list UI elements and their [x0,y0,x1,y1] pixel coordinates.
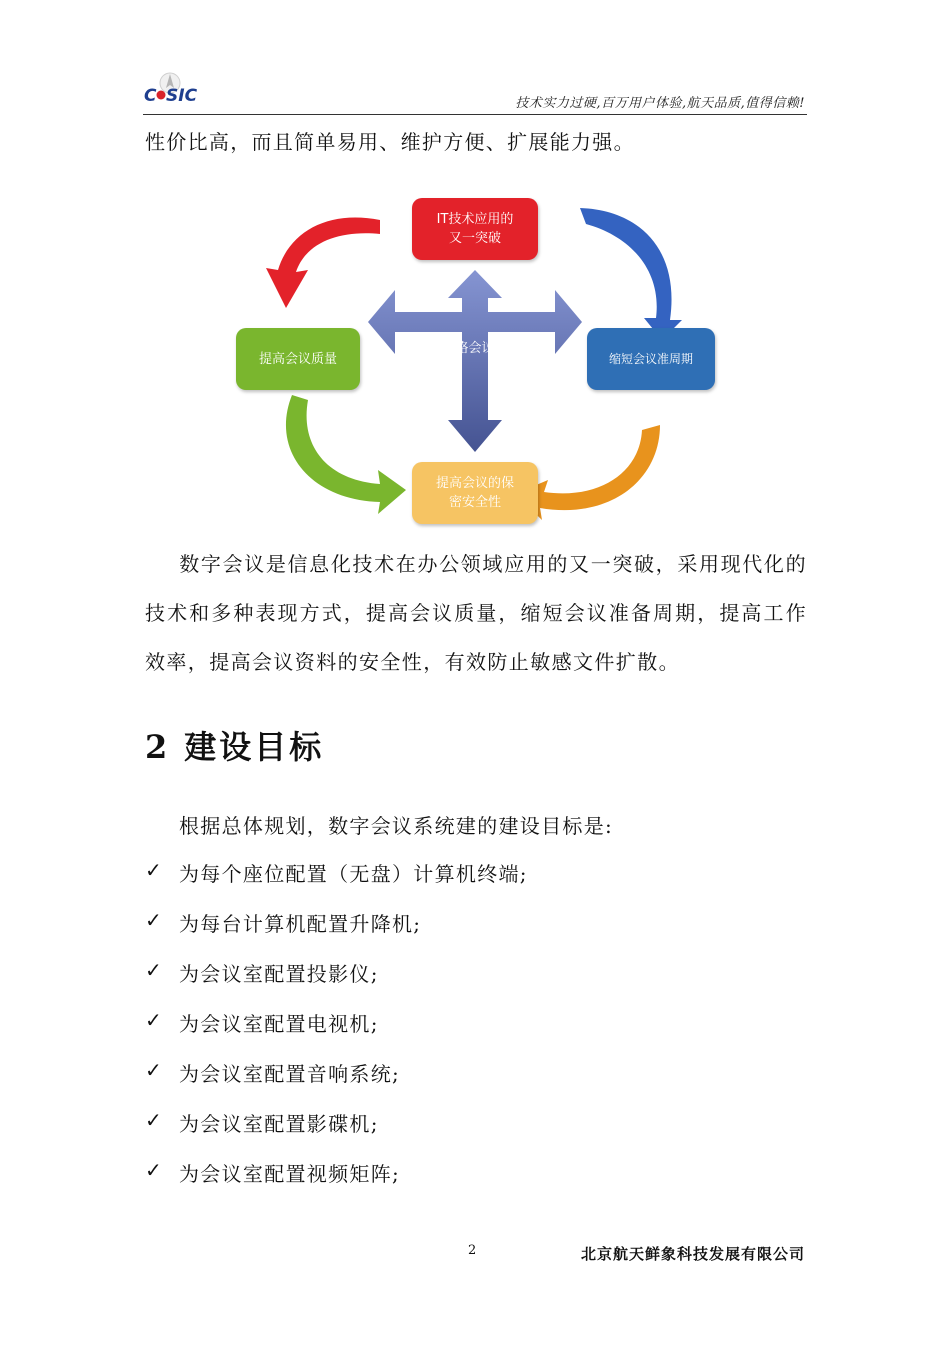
section-heading [145,722,324,768]
node-left-label: 提高会议质量 [258,351,337,367]
goal-text: 为会议室配置视频矩阵; [179,1162,401,1186]
list-item [145,1158,528,1208]
node-right-shorten-cycle [587,328,715,390]
node-bottom-line1: 提高会议的保 [435,476,514,491]
header-slogan: 技术实力过硬,百万用户体验,航天品质,值得信赖! [515,96,805,111]
node-right-label: 缩短会议准周期 [608,351,693,366]
checkmark-icon: ✓ [145,958,164,982]
list-item [145,1008,528,1058]
checkmark-icon: ✓ [145,1108,164,1132]
checkmark-icon: ✓ [145,858,164,882]
intro-line: 性价比高，而且简单易用、维护方便、扩展能力强。 [145,130,635,154]
checkmark-icon: ✓ [145,1158,164,1182]
goal-text: 为会议室配置音响系统; [179,1062,401,1086]
casic-logo [143,68,213,108]
list-item [145,1058,528,1108]
node-center-label: 网络会议室 [442,340,508,356]
goal-text: 为每个座位配置（无盘）计算机终端; [179,862,528,886]
green-curved-arrow [286,395,406,514]
list-item [145,958,528,1008]
node-top-it-breakthrough [412,198,538,260]
header-divider [143,114,807,115]
checkmark-icon: ✓ [145,1008,164,1032]
blue-curved-arrow [580,208,682,340]
checkmark-icon: ✓ [145,908,164,932]
body-paragraph [145,540,807,687]
node-top-line1: IT技术应用的 [436,212,514,227]
meeting-benefits-diagram [230,190,730,535]
page-number: 2 [468,1243,477,1258]
list-item [145,1108,528,1158]
body-paragraph-text: 数字会议是信息化技术在办公领域应用的又一突破，采用现代化的技术和多种表现方式，提高会议质量，缩短会议准备周期，提高工作效率，提高会议资料的安全性，有效防止敏感文件扩散。 [145,552,807,674]
section-number: 2 [145,728,171,766]
list-item [145,858,528,908]
goals-intro: 根据总体规划，数字会议系统建的建设目标是: [179,814,614,838]
svg-text:SIC: SIC [166,86,198,106]
red-curved-arrow [266,217,380,308]
list-item [145,908,528,958]
goal-list [145,858,528,1208]
node-bottom-line2: 密安全性 [448,495,501,510]
node-bottom-security [412,462,538,524]
svg-text:C: C [144,86,157,106]
footer-company: 北京航天鲜象科技发展有限公司 [580,1245,805,1263]
goal-text: 为会议室配置影碟机; [179,1112,379,1136]
node-center-network-meeting-room [415,318,535,378]
node-left-improve-quality [236,328,360,390]
goal-text: 为每台计算机配置升降机; [179,912,422,936]
goal-text: 为会议室配置电视机; [179,1012,379,1036]
section-title-text: 建设目标 [184,728,325,766]
checkmark-icon: ✓ [145,1058,164,1082]
goal-text: 为会议室配置投影仪; [179,962,379,986]
node-top-line2: 又一突破 [448,231,501,246]
